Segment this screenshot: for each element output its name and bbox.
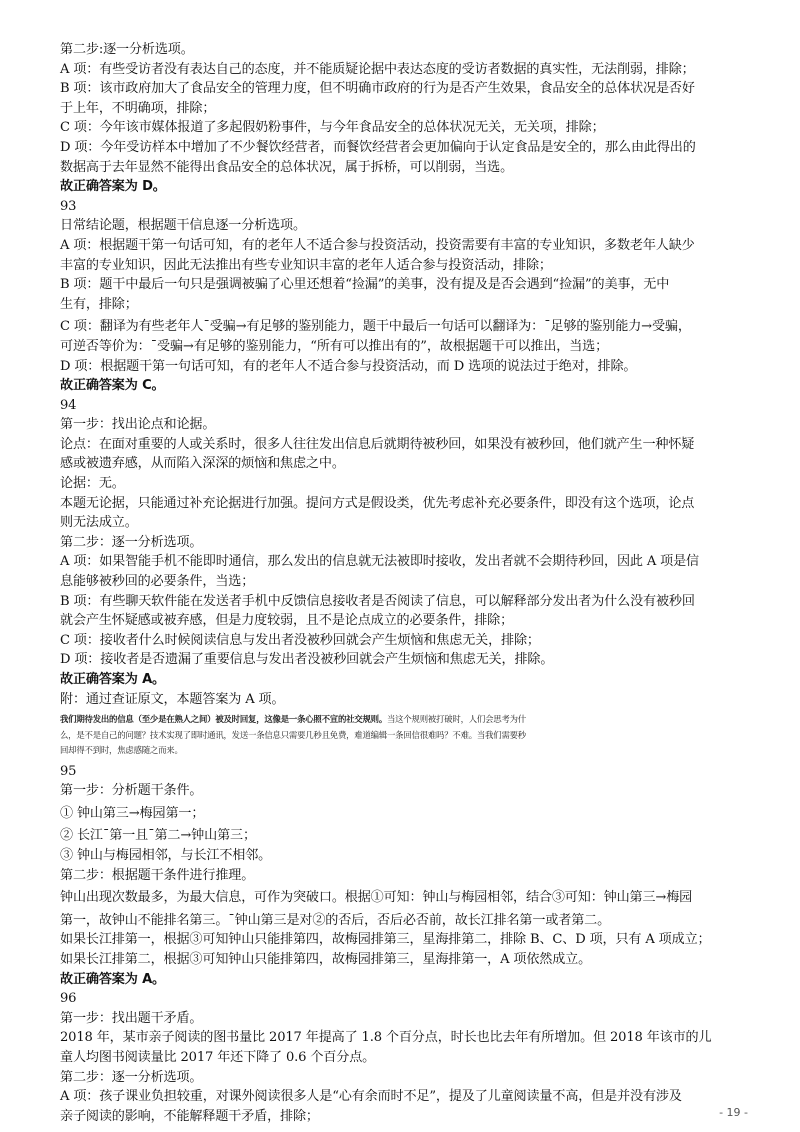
excerpt-line	[60, 712, 750, 728]
text-line: 第二步：逐一分析选项。	[60, 534, 203, 550]
answer-95: 故正确答案为 A。	[60, 971, 165, 987]
text-line: 第一步：找出题干矛盾。	[60, 1010, 203, 1026]
text-line: 如果长江排第二，根据③可知钟山只能排第四，故梅园排第三，星海排第一，A 项依然成立。	[60, 952, 592, 968]
document-page	[60, 40, 750, 1126]
block-94	[60, 396, 750, 670]
condition-1: ① 钟山第三→梅园第一；	[60, 805, 205, 821]
text-line: D 项：今年受访样本中增加了不少餐饮经营者，而餐饮经营者会更加偏向于认定食品是安全的，那么由此得出的	[60, 139, 696, 155]
text-line: 第一步：分析题干条件。	[60, 783, 203, 799]
text-line: 则无法成立。	[60, 515, 138, 531]
condition-3: ③ 钟山与梅园相邻，与长江不相邻。	[60, 848, 272, 864]
question-number: 96	[60, 991, 77, 1007]
source-excerpt-image	[60, 712, 750, 759]
question-number: 94	[60, 397, 77, 413]
text-line: 息能够被秒回的必要条件，当选；	[60, 574, 255, 590]
text-line: 本题无论据，只能通过补充论据进行加强。提问方式是假设类，优先考虑补充必要条件，即没有这个选项，论点	[60, 495, 695, 511]
text-line: C 项：接收者什么时候阅读信息与发出者没被秒回就会产生烦恼和焦虑无关，排除；	[60, 632, 540, 648]
page-number: - 19 -	[719, 1106, 748, 1119]
source-note: 附：通过查证原文，本题答案为 A 项。	[60, 691, 285, 707]
text-line: C 项：翻译为有些老年人¯受骗→有足够的鉴别能力，题干中最后一句话可以翻译为：¯足够的鉴别能力→受骗，	[60, 319, 691, 335]
block-96	[60, 989, 750, 1126]
block-95	[60, 762, 750, 970]
text-line: 感或被遗弃感，从而陷入深深的烦恼和焦虑之中。	[60, 456, 345, 472]
answer-92: 故正确答案为 D。	[60, 179, 166, 195]
text-line: 数据高于去年显然不能得出食品安全的总体状况，属于拆桥，可以削弱，当选。	[60, 159, 514, 175]
text-line: A 项：孩子课业负担较重，对课外阅读很多人是“心有余而时不足”，提及了儿童阅读量不高，但是并没有涉及	[60, 1089, 682, 1105]
text-line: 第一，故钟山不能排名第三。¯钟山第三是对②的否后，否后必否前，故长江排名第一或者第二。	[60, 912, 611, 928]
text-line: 如果长江排第一，根据③可知钟山只能排第四，故梅园排第三，星海排第二，排除 B、C、D 项，只有 A 项成立；	[60, 932, 711, 948]
text-line: 童人均图书阅读量比 2017 年还下降了 0.6 个百分点。	[60, 1050, 376, 1065]
block-93	[60, 197, 750, 376]
question-number: 95	[60, 763, 77, 779]
text-line: 第二步：逐一分析选项。	[60, 1069, 203, 1085]
condition-2: ② 长江¯第一且¯第二→钟山第三；	[60, 828, 256, 844]
text-line: 亲子阅读的影响，不能解释题干矛盾，排除；	[60, 1108, 319, 1124]
text-line: D 项：根据题干第一句话可知，有的老年人不适合参与投资活动，而 D 选项的说法过于绝对，排除。	[60, 358, 637, 374]
text-line: D 项：接收者是否遗漏了重要信息与发出者没被秒回就会产生烦恼和焦虑无关，排除。	[60, 652, 554, 668]
text-line: B 项：该市政府加大了食品安全的管理力度，但不明确市政府的行为是否产生效果，食品安全的总体状况是否好	[60, 81, 695, 97]
text-line: A 项：根据题干第一句话可知，有的老年人不适合参与投资活动，投资需要有丰富的专业知识，多数老年人缺少	[60, 237, 695, 253]
text-line: 第二步:逐一分析选项。	[60, 42, 194, 57]
question-number: 93	[60, 198, 77, 214]
text-line: A 项：如果智能手机不能即时通信，那么发出的信息就无法被即时接收，发出者就不会期待秒回，因此 A 项是信	[60, 554, 700, 570]
text-line: 论点：在面对重要的人或关系时，很多人往往发出信息后就期待被秒回，如果没有被秒回，他们就产生一种怀疑	[60, 436, 695, 452]
excerpt-text: 当这个规则被打破时，人们会思考为什	[387, 714, 526, 725]
text-line: 2018 年，某市亲子阅读的图书量比 2017 年提高了 1.8 个百分点，时长也比去年有所增加。但 2018 年该市的儿	[60, 1030, 712, 1046]
text-line: 就会产生怀疑感或被弃感，但是力度较弱，且不是论点成立的必要条件，排除；	[60, 613, 514, 629]
text-line: 第二步：根据题干条件进行推理。	[60, 867, 255, 883]
text-line: C 项：今年该市媒体报道了多起假奶粉事件，与今年食品安全的总体状况无关，无关项，排除；	[60, 120, 605, 136]
text-line: 可逆否等价为：¯受骗→有足够的鉴别能力，“所有可以推出有的”，故根据题干可以推出，当选；	[60, 338, 609, 354]
text-line: 论据：无。	[60, 476, 125, 492]
text-line: 于上年，不明确项，排除；	[60, 100, 216, 116]
text-line: 丰富的专业知识，因此无法推出有些专业知识丰富的老年人适合参与投资活动，排除；	[60, 257, 552, 273]
excerpt-line: 回却得不到时，焦虑感随之而来。	[60, 745, 183, 756]
text-line: 生有，排除；	[60, 296, 138, 312]
block-92-options	[60, 40, 750, 177]
text-line: 钟山出现次数最多，为最大信息，可作为突破口。根据①可知：钟山与梅园相邻，结合③可知：钟山第三→梅园	[60, 890, 693, 906]
answer-94: 故正确答案为 A。	[60, 672, 165, 687]
text-line: A 项：有些受访者没有表达自己的态度，并不能质疑论据中表达态度的受访者数据的真实性，无法削弱，排除；	[60, 61, 695, 77]
text-line: 日常结论题，根据题干信息逐一分析选项。	[60, 218, 306, 234]
answer-93: 故正确答案为 C。	[60, 378, 165, 394]
excerpt-bold-text: 我们期待发出的信息（至少是在熟人之间）被及时回复，这像是一条心照不宣的社交规则。	[60, 714, 387, 725]
excerpt-line: 么，是不是自己的问题？技术实现了即时通讯，发送一条信息只需要几秒且免费，难道编辑一条回信很难吗？不难。当我们需要秒	[60, 729, 526, 740]
text-line: B 项：题干中最后一句只是强调被骗了心里还想着“捡漏”的美事，没有提及是否会遇到“捡漏”的美事，无中	[60, 277, 670, 293]
text-line: 第一步：找出论点和论据。	[60, 417, 216, 433]
text-line: B 项：有些聊天软件能在发送者手机中反馈信息接收者是否阅读了信息，可以解释部分发出者为什么没有被秒回	[60, 593, 695, 609]
